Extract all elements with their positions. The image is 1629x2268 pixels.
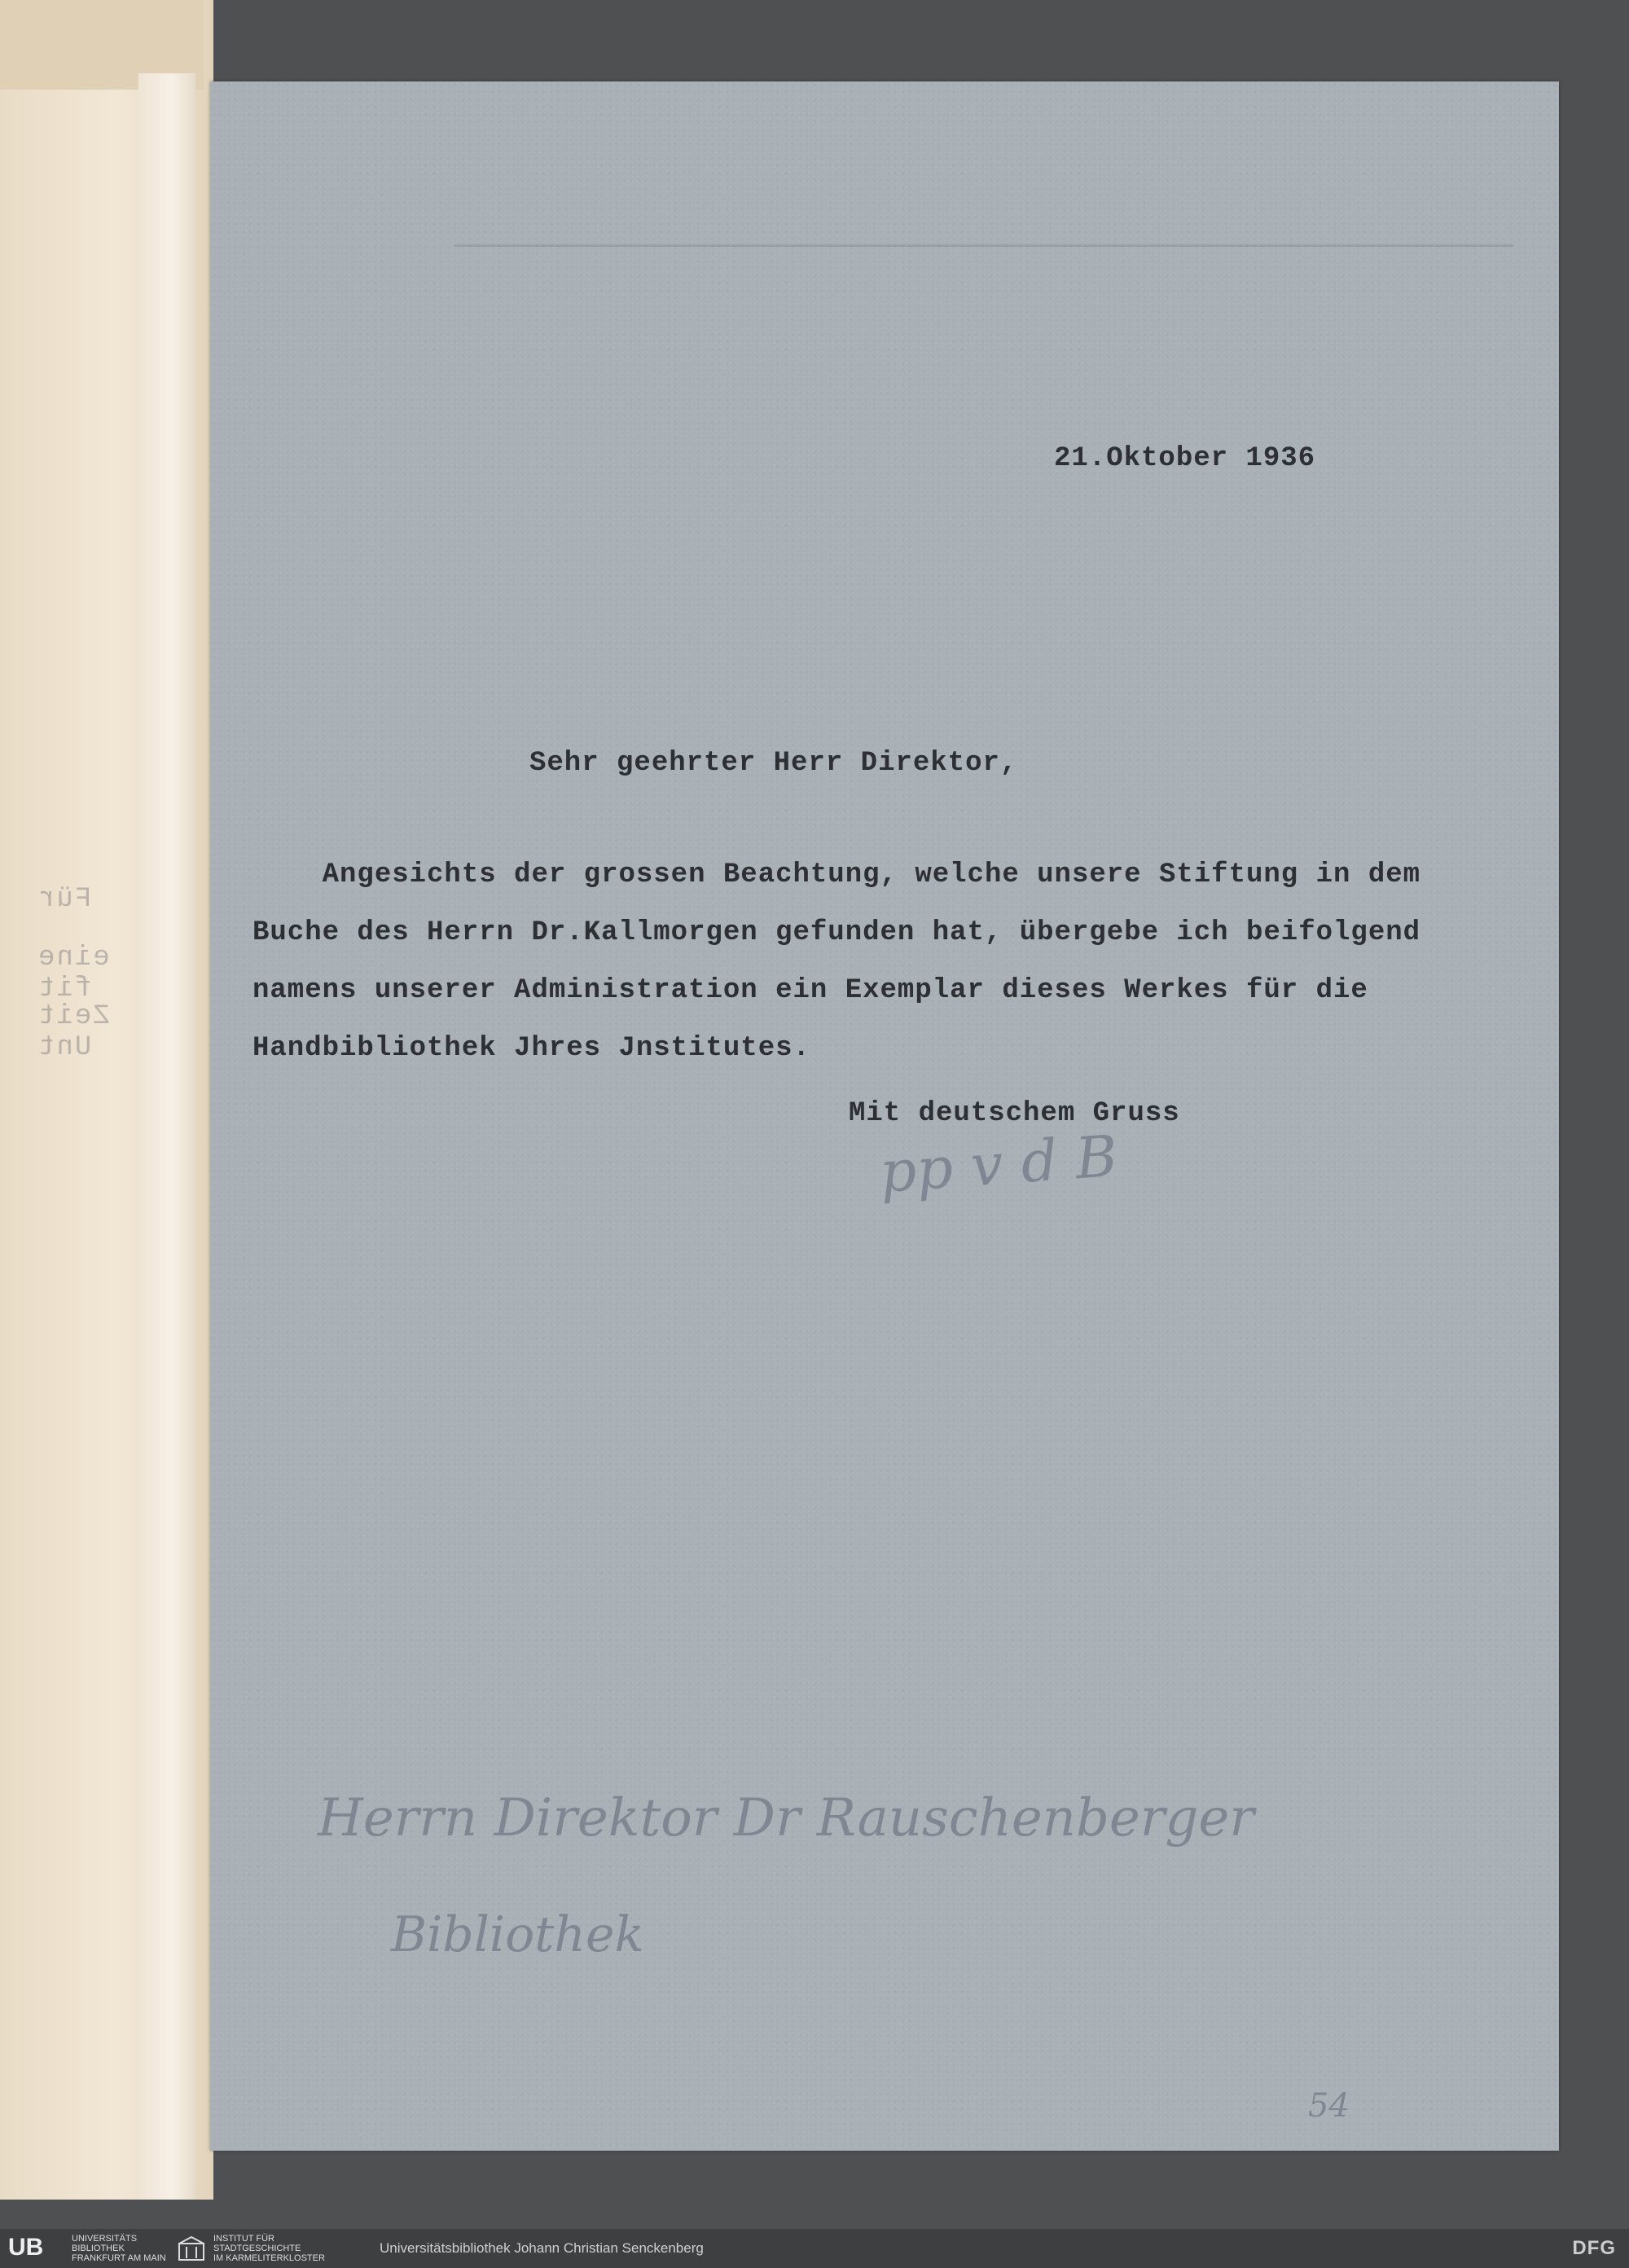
- ghost-text-line: Für: [37, 884, 92, 915]
- letter-sheet: [210, 81, 1559, 2151]
- handwritten-library: Bibliothek: [391, 1906, 644, 1963]
- letter-body-line: namens unserer Administration ein Exemplar dieses Werkes für die: [252, 975, 1368, 1006]
- ub-logo-line: BIBLIOTHEK: [72, 2244, 125, 2253]
- handwritten-addressee: Herrn Direktor Dr Rauschenberger: [318, 1788, 1254, 1848]
- ghost-text-line: eine fit: [37, 943, 110, 1004]
- folio-number: 54: [1308, 2087, 1350, 2125]
- institute-logo-text: [213, 2234, 325, 2263]
- viewer-footer: [0, 2229, 1629, 2268]
- ub-logo: UB: [8, 2234, 44, 2261]
- letter-body-line: Angesichts der grossen Beachtung, welche unsere Stiftung in dem: [252, 859, 1421, 890]
- ghost-text-line: Zeit Unt: [37, 1001, 110, 1063]
- dfg-logo: DFG: [1572, 2237, 1616, 2259]
- handwritten-initials: pp v d B: [877, 1122, 1120, 1207]
- paper-crease: [454, 244, 1513, 247]
- institute-logo-line: INSTITUT FÜR: [213, 2234, 274, 2244]
- institute-building-icon: [178, 2235, 205, 2261]
- letter-body: [252, 846, 1420, 1078]
- letter-salutation: Sehr geehrter Herr Direktor,: [529, 748, 1018, 779]
- ub-logo-line: FRANKFURT AM MAIN: [72, 2253, 166, 2263]
- library-name: Universitätsbibliothek Johann Christian Senckenberg: [380, 2240, 704, 2256]
- letter-body-line: Buche des Herrn Dr.Kallmorgen gefunden hat, übergebe ich beifolgend: [252, 917, 1421, 948]
- backing-sheet-edge: [138, 73, 195, 2200]
- letter-date: 21.Oktober 1936: [1054, 443, 1316, 474]
- institute-logo-line: IM KARMELITERKLOSTER: [213, 2253, 325, 2263]
- letter-body-line: Handbibliothek Jhres Jnstitutes.: [252, 1033, 810, 1064]
- ub-logo-text: [72, 2234, 166, 2263]
- ub-logo-line: UNIVERSITÄTS: [72, 2234, 138, 2244]
- letter-closing: Mit deutschem Gruss: [849, 1098, 1180, 1129]
- institute-logo-line: STADTGESCHICHTE: [213, 2244, 301, 2253]
